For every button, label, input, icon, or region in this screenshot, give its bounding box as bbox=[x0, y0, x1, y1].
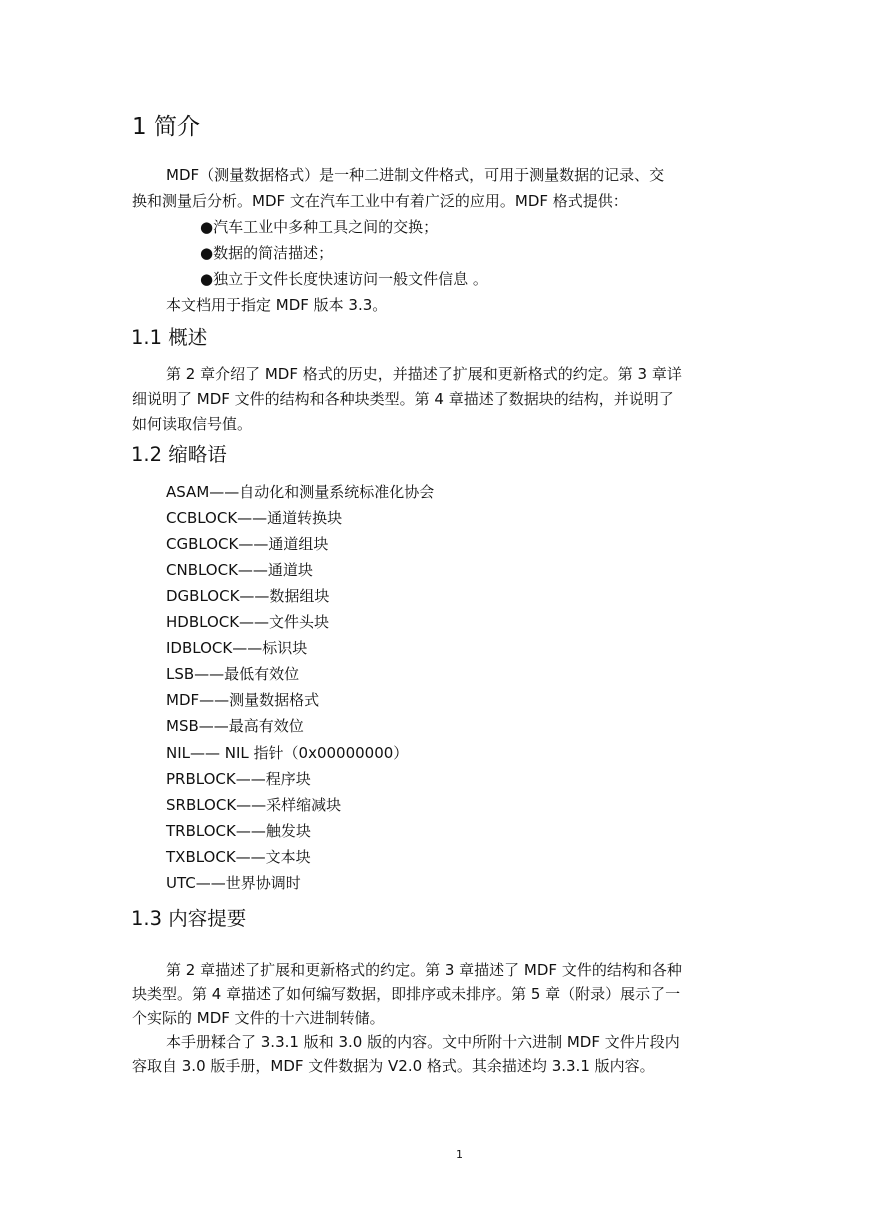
summary-p2-line-1: 本手册糅合了 3.3.1 版和 3.0 版的内容。文中所附十六进制 MDF 文件片段内 bbox=[166, 1033, 680, 1051]
abbreviation-item: TXBLOCK——文本块 bbox=[166, 848, 311, 866]
abbreviation-item: CGBLOCK——通道组块 bbox=[166, 535, 329, 553]
abbreviation-item: MSB——最高有效位 bbox=[166, 717, 304, 735]
abbreviation-item: UTC——世界协调时 bbox=[166, 874, 301, 892]
abbreviation-item: TRBLOCK——触发块 bbox=[166, 822, 311, 840]
abbreviation-item: CCBLOCK——通道转换块 bbox=[166, 509, 343, 527]
summary-p2-line-2: 容取自 3.0 版手册，MDF 文件数据为 V2.0 格式。其余描述均 3.3.1 版内容。 bbox=[132, 1057, 655, 1075]
abbreviation-item: ASAM——自动化和测量系统标准化协会 bbox=[166, 483, 435, 501]
chapter-heading: 1 简介 bbox=[132, 114, 200, 140]
bullet-item: ●汽车工业中多种工具之间的交换； bbox=[200, 218, 439, 236]
abbreviation-item: PRBLOCK——程序块 bbox=[166, 770, 311, 788]
overview-line-2: 细说明了 MDF 文件的结构和各种块类型。第 4 章描述了数据块的结构，并说明了 bbox=[132, 390, 674, 408]
abbreviation-item: SRBLOCK——采样缩减块 bbox=[166, 796, 342, 814]
summary-p1-line-2: 块类型。第 4 章描述了如何编写数据，即排序或未排序。第 5 章（附录）展示了一 bbox=[132, 985, 681, 1003]
intro-closing: 本文档用于指定 MDF 版本 3.3。 bbox=[166, 296, 388, 314]
intro-line-2: 换和测量后分析。MDF 文在汽车工业中有着广泛的应用。MDF 格式提供： bbox=[132, 192, 628, 210]
section-heading-abbreviations: 1.2 缩略语 bbox=[131, 443, 227, 466]
intro-line-1: MDF（测量数据格式）是一种二进制文件格式，可用于测量数据的记录、交 bbox=[166, 166, 665, 184]
abbreviation-item: HDBLOCK——文件头块 bbox=[166, 613, 330, 631]
bullet-item: ●独立于文件长度快速访问一般文件信息 。 bbox=[200, 270, 488, 288]
summary-p1-line-1: 第 2 章描述了扩展和更新格式的约定。第 3 章描述了 MDF 文件的结构和各种 bbox=[166, 961, 682, 979]
section-heading-overview: 1.1 概述 bbox=[131, 326, 208, 349]
abbreviation-item: MDF——测量数据格式 bbox=[166, 691, 320, 709]
overview-line-1: 第 2 章介绍了 MDF 格式的历史，并描述了扩展和更新格式的约定。第 3 章详 bbox=[166, 365, 682, 383]
abbreviation-item: CNBLOCK——通道块 bbox=[166, 561, 313, 579]
page-number: 1 bbox=[456, 1148, 463, 1161]
bullet-item: ●数据的简洁描述； bbox=[200, 244, 334, 262]
abbreviation-item: LSB——最低有效位 bbox=[166, 665, 300, 683]
overview-line-3: 如何读取信号值。 bbox=[132, 415, 253, 433]
abbreviation-item: DGBLOCK——数据组块 bbox=[166, 587, 330, 605]
abbreviation-item: IDBLOCK——标识块 bbox=[166, 639, 308, 657]
summary-p1-line-3: 个实际的 MDF 文件的十六进制转储。 bbox=[132, 1009, 385, 1027]
abbreviation-item: NIL—— NIL 指针（0x00000000） bbox=[166, 744, 409, 762]
section-heading-summary: 1.3 内容提要 bbox=[131, 907, 247, 930]
